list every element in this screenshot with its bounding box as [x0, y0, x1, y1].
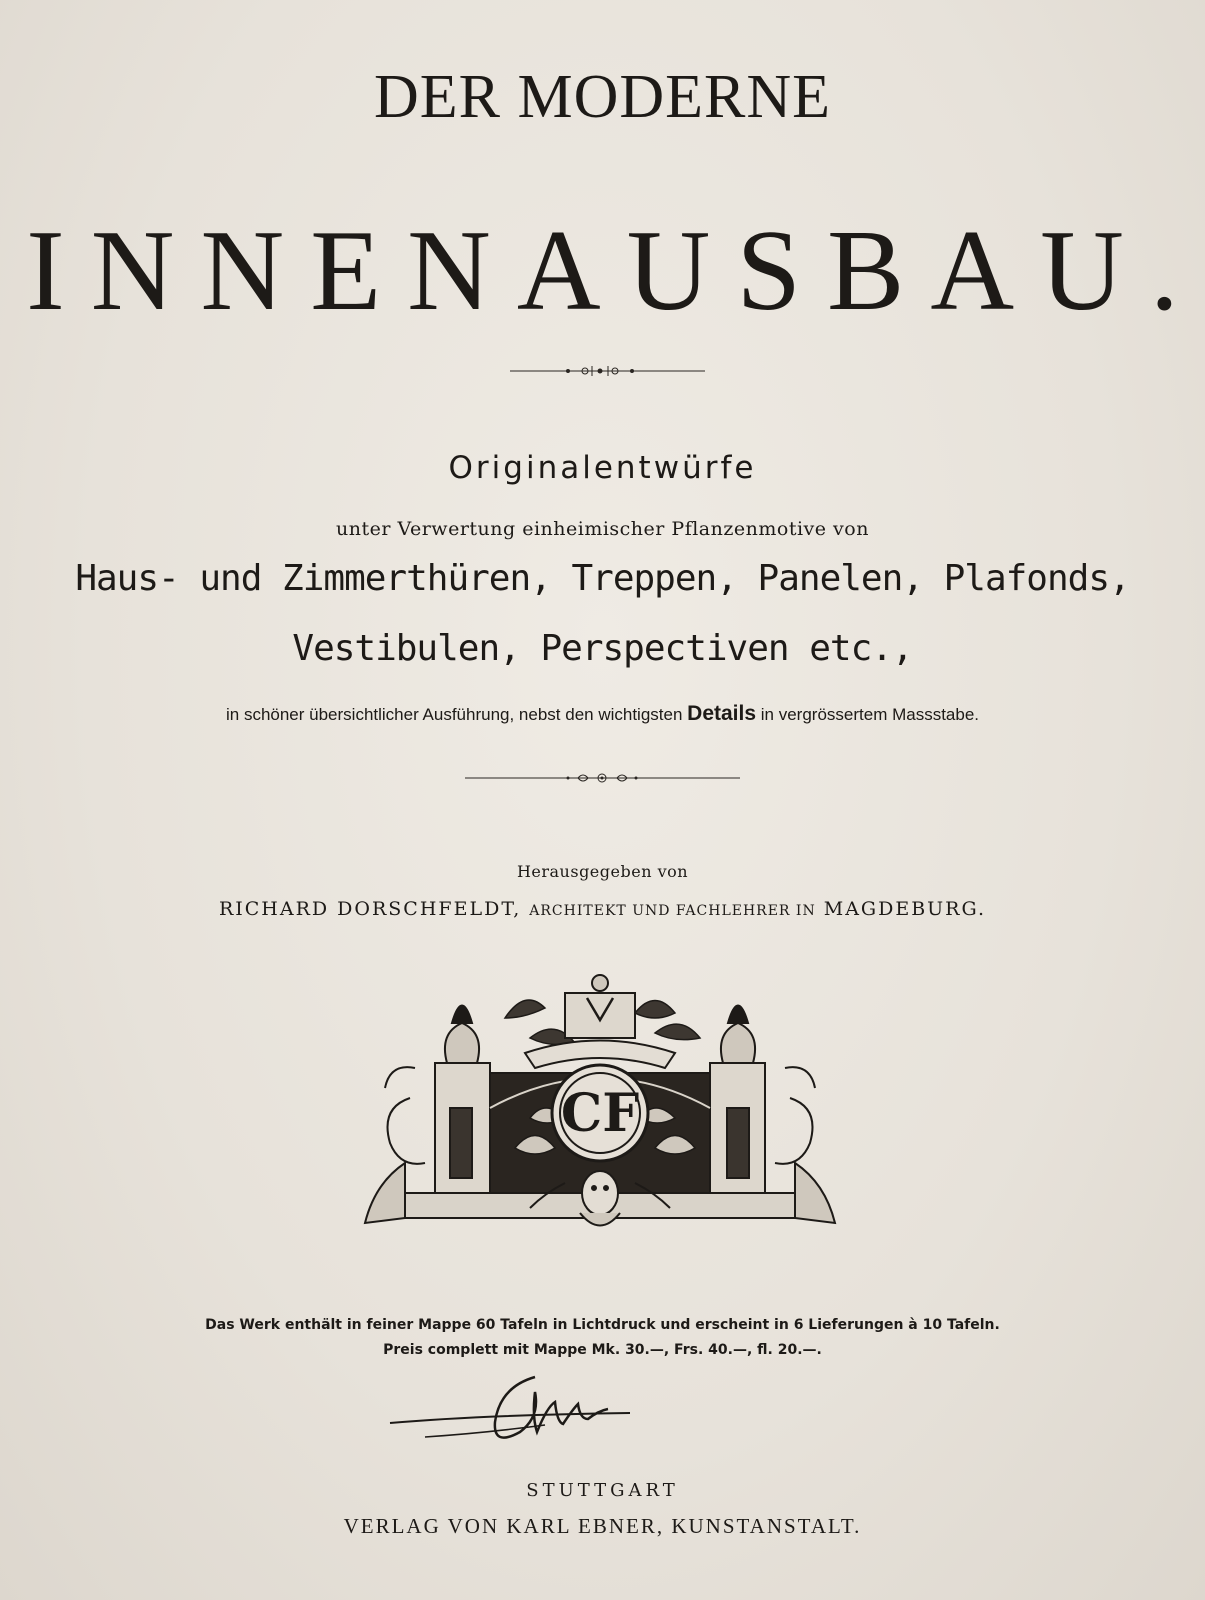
vignette-monogram: CF: [560, 1083, 640, 1144]
subtitle-line-5: [0, 702, 1205, 726]
subtitle-line-5-start: in schöner übersichtlicher Ausführung, nebst den wichtigsten: [225, 705, 683, 724]
imprint-publisher: VERLAG VON KARL EBNER, KUNSTANSTALT.: [343, 1514, 862, 1538]
editor-city: MAGDEBURG.: [823, 898, 987, 920]
divider-ornament-1: [0, 361, 1205, 381]
main-title: INNENAUSBAU.: [26, 207, 1205, 335]
subtitle-line-2: unter Verwertung einheimischer Pflanzenmotive von: [336, 518, 869, 540]
editor-role: ARCHITEKT UND FACHLEHRER IN: [529, 903, 816, 919]
subtitle-originalentwuerfe: Originalentwürfe: [448, 450, 757, 486]
edition-info-line-1: Das Werk enthält in feiner Mappe 60 Tafeln in Lichtdruck und erscheint in 6 Lieferungen à 10 Tafeln.: [205, 1317, 1000, 1333]
divider-ornament-2: [0, 768, 1205, 788]
title-line-1: DER MODERNE: [373, 63, 832, 131]
editor-name: RICHARD DORSCHFELDT,: [218, 898, 522, 920]
editor-line: [0, 898, 1205, 920]
subtitle-line-3: Haus- und Zimmerthüren, Treppen, Panelen, Plafonds,: [75, 558, 1130, 599]
architectural-vignette-icon: [355, 968, 845, 1253]
subtitle-details-bold: Details: [687, 702, 757, 725]
subtitle-line-4: Vestibulen, Perspectiven etc.,: [292, 628, 913, 669]
handwritten-signature: [385, 1365, 645, 1455]
subtitle-line-5-end: in vergrössertem Massstabe.: [760, 705, 980, 724]
imprint-city: STUTTGART: [526, 1480, 679, 1501]
price-info-line: Preis complett mit Mappe Mk. 30.—, Frs. 40.—, fl. 20.—.: [383, 1342, 822, 1358]
editor-prefix: Herausgegeben von: [516, 862, 689, 881]
